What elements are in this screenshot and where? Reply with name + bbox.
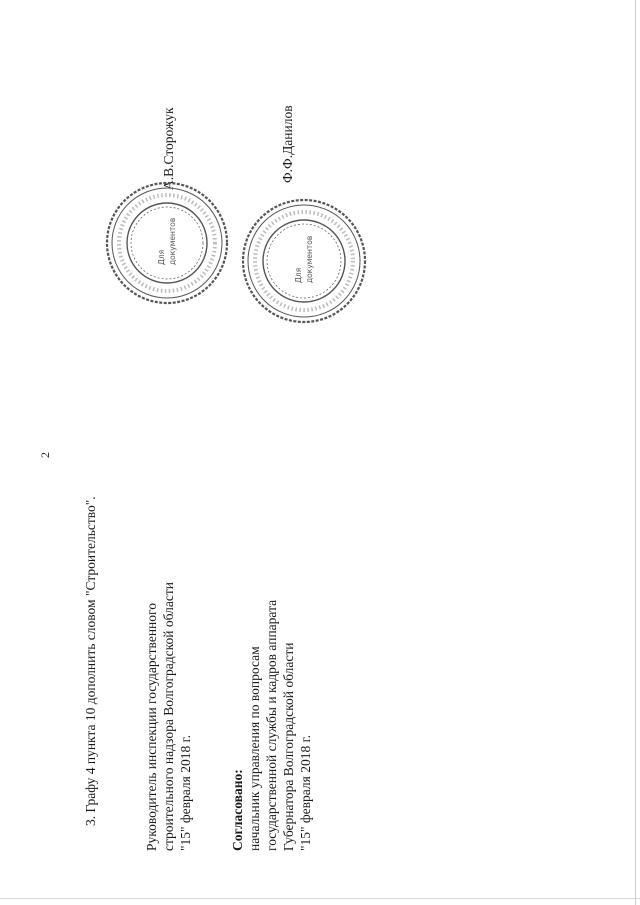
stamp2-center-text2: документов xyxy=(305,235,314,283)
approval-line2: государственной службы и кадров аппарата xyxy=(264,599,279,851)
seal-stamp-2 xyxy=(240,197,368,325)
signer1-date: "15" февраля 2018 г. xyxy=(178,735,193,851)
approval-name: Ф.Ф.Данилов xyxy=(280,105,295,183)
signer1-title-line2: строительного надзора Волгоградской области xyxy=(161,582,176,851)
page-number: 2 xyxy=(38,452,52,458)
signer1-name: А.В.Сторожук xyxy=(161,107,176,190)
stamp1-center-text1: Для xyxy=(157,249,166,265)
seal-stamp-1 xyxy=(104,180,230,306)
approval-heading: Согласовано: xyxy=(230,769,245,851)
approval-line3: Губернатора Волгоградской области xyxy=(281,642,296,851)
approval-date: "15" февраля 2018 г. xyxy=(298,735,313,851)
stamp2-center-text1: Для xyxy=(294,267,303,283)
signer1-title-line1: Руководитель инспекции государственного xyxy=(144,603,159,851)
stamp1-center-text2: документов xyxy=(168,217,177,265)
approval-line1: начальник управления по вопросам xyxy=(247,646,262,851)
page-edge-bottom xyxy=(0,898,640,899)
page-edge xyxy=(635,0,636,905)
item-3-text: 3. Графу 4 пункта 10 дополнить словом "Строительство". xyxy=(83,496,98,826)
